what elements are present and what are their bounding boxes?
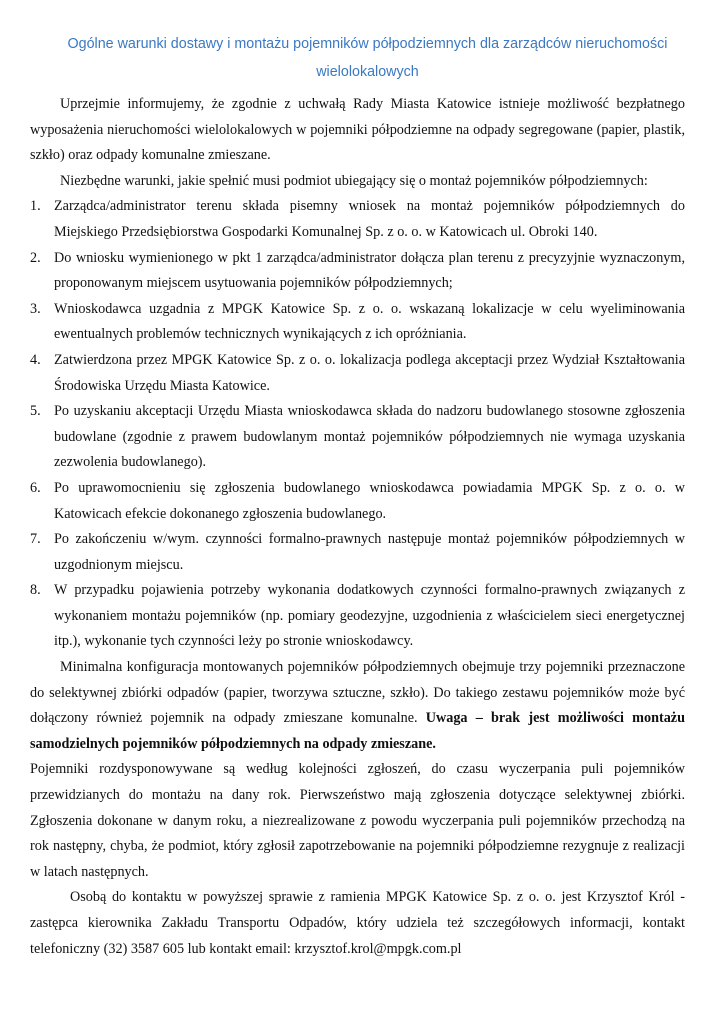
list-item-text: Po uzyskaniu akceptacji Urzędu Miasta wnioskodawca składa do nadzoru budowlanego stosowne zgłoszenia budowlane (zgodnie z prawem budowlanym montaż pojemników półpodziemnych nie wymaga uzyskania zezwolenia budowlanego).	[54, 403, 685, 471]
list-item-text: Po zakończeniu w/wym. czynności formalno-prawnych następuje montaż pojemników półpodziemnych w uzgodnionym miejscu.	[54, 531, 685, 573]
title-line-2: wielolokalowych	[316, 64, 419, 80]
list-item-number: 2.	[30, 249, 41, 266]
list-item-number: 7.	[30, 531, 41, 548]
list-item-number: 4.	[30, 351, 41, 368]
list-item	[30, 578, 685, 655]
allocation-paragraph: Pojemniki rozdysponowywane są według kolejności zgłoszeń, do czasu wyczerpania puli pojemników przewidzianych do montażu na dany rok. Pierwszeństwo mają zgłoszenia dotyczące selektywnej zbiórki. Zgłoszenia dokonane w danym roku, a niezrealizowane z powodu wyczerpania puli pojemników przechodzą na rok następny, chyba, że podmiot, który zgłosił zapotrzebowanie na pojemniki półpodziemne rezygnuje z realizacji w latach następnych.	[30, 761, 685, 880]
list-item	[30, 194, 685, 245]
list-item-number: 1.	[30, 198, 41, 215]
list-item	[30, 348, 685, 399]
conditions-list	[30, 194, 685, 655]
list-item-text: Zarządca/administrator terenu składa pisemny wniosek na montaż pojemników półpodziemnych do Miejskiego Przedsiębiorstwa Gospodarki Komunalnej Sp. z o. o. w Katowicach ul. Obroki 140.	[54, 198, 685, 240]
list-item	[30, 527, 685, 578]
list-item	[30, 399, 685, 476]
list-item-number: 6.	[30, 479, 41, 496]
list-item	[30, 476, 685, 527]
list-item-text: W przypadku pojawienia potrzeby wykonania dodatkowych czynności formalno-prawnych związanych z wykonaniem montażu pojemników (np. pomiary geodezyjne, uzgodnienia z właścicielem sieci energetycznej itp.), wykonanie tych czynności leży po stronie wnioskodawcy.	[54, 582, 685, 650]
list-item-number: 3.	[30, 300, 41, 317]
document-page	[30, 30, 685, 962]
configuration-text: Minimalna konfiguracja montowanych pojemników półpodziemnych obejmuje trzy pojemniki przeznaczone do selektywnej zbiórki odpadów (papier, tworzywa sztuczne, szkło). Do takiego zestawu pojemników może być dołączony również pojemnik na odpady zmieszane komunalne.	[30, 659, 685, 727]
list-item-text: Po uprawomocnieniu się zgłoszenia budowlanego wnioskodawca powiadamia MPGK Sp. z o. o. w Katowicach efekcie dokonanego zgłoszenia budowlanego.	[54, 479, 685, 522]
list-item-number: 5.	[30, 403, 41, 420]
list-item	[30, 246, 685, 297]
list-item-number: 8.	[30, 582, 41, 599]
title-line-1: Ogólne warunki dostawy i montażu pojemników półpodziemnych dla zarządców nieruchomości	[67, 36, 668, 52]
configuration-paragraph	[30, 655, 685, 757]
intro-paragraph: Uprzejmie informujemy, że zgodnie z uchwałą Rady Miasta Katowice istnieje możliwość bezpłatnego wyposażenia nieruchomości wielolokalowych w pojemniki półpodziemne na odpady segregowane (papier, plastik, szkło) oraz odpady komunalne zmieszane.	[30, 96, 685, 164]
list-item-text: Wnioskodawca uzgadnia z MPGK Katowice Sp. z o. o. wskazaną lokalizacje w celu wyeliminowania ewentualnych problemów technicznych wynikających z ich opróżniania.	[54, 300, 685, 343]
list-item-text: Zatwierdzona przez MPGK Katowice Sp. z o. o. lokalizacja podlega akceptacji przez Wydział Kształtowania Środowiska Urzędu Miasta Katowice.	[54, 351, 685, 394]
list-item-text: Do wniosku wymienionego w pkt 1 zarządca/administrator dołącza plan terenu z precyzyjnie wyznaczonym, proponowanym miejscem usytuowania pojemników półpodziemnych;	[54, 249, 685, 292]
conditions-intro: Niezbędne warunki, jakie spełnić musi podmiot ubiegający się o montaż pojemników półpodziemnych:	[60, 172, 648, 189]
configuration-warning: Uwaga – brak jest możliwości montażu samodzielnych pojemników półpodziemnych na odpady zmieszane.	[30, 710, 685, 752]
document-title	[30, 30, 685, 86]
contact-paragraph: Osobą do kontaktu w powyższej sprawie z ramienia MPGK Katowice Sp. z o. o. jest Krzysztof Król - zastępca kierownika Zakładu Transportu Odpadów, który udziela też szczegółowych informacji, kontakt telefoniczny (32) 3587 605 lub kontakt email: krzysztof.krol@mpgk.com.pl	[30, 889, 685, 957]
list-item	[30, 297, 685, 348]
